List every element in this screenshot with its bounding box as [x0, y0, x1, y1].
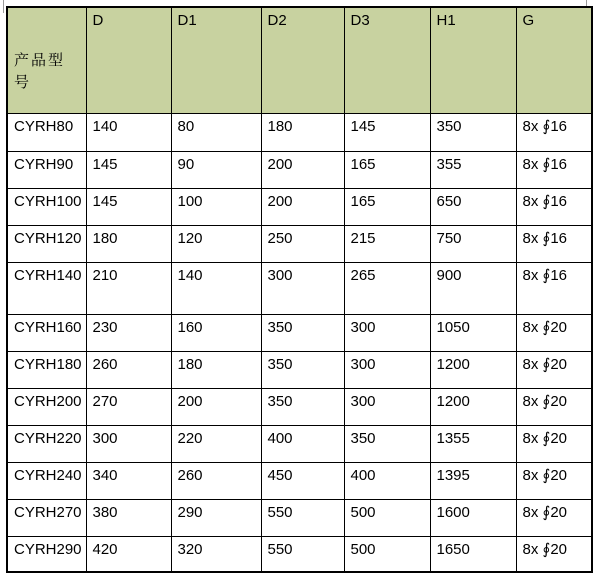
cell-h1: 350 — [430, 114, 516, 152]
table-body — [7, 114, 592, 572]
table-row — [7, 315, 592, 352]
cell-d2: 250 — [261, 226, 344, 263]
header-cell-d: D — [86, 7, 171, 114]
cell-h1: 1395 — [430, 463, 516, 500]
cell-d1: 100 — [171, 189, 261, 226]
cell-h1: 1600 — [430, 500, 516, 537]
cell-d: 340 — [86, 463, 171, 500]
cell-d1: 90 — [171, 152, 261, 189]
cell-g: 8x ∮16 — [516, 226, 592, 263]
table-row — [7, 500, 592, 537]
cell-d: 420 — [86, 537, 171, 572]
cell-g: 8x ∮16 — [516, 189, 592, 226]
cell-h1: 900 — [430, 263, 516, 315]
cell-d3: 300 — [344, 352, 430, 389]
cell-g: 8x ∮20 — [516, 389, 592, 426]
table-row — [7, 537, 592, 572]
cell-model: CYRH120 — [7, 226, 86, 263]
cell-d1: 80 — [171, 114, 261, 152]
cell-h1: 355 — [430, 152, 516, 189]
cell-d2: 350 — [261, 315, 344, 352]
table-row — [7, 352, 592, 389]
header-cell-d1: D1 — [171, 7, 261, 114]
cell-d3: 265 — [344, 263, 430, 315]
cell-model: CYRH220 — [7, 426, 86, 463]
header-cell-d3: D3 — [344, 7, 430, 114]
table-row — [7, 152, 592, 189]
cell-d2: 200 — [261, 152, 344, 189]
cell-h1: 750 — [430, 226, 516, 263]
cell-model: CYRH270 — [7, 500, 86, 537]
cell-d3: 145 — [344, 114, 430, 152]
cell-g: 8x ∮20 — [516, 352, 592, 389]
cell-d2: 350 — [261, 352, 344, 389]
cell-d: 145 — [86, 152, 171, 189]
cell-model: CYRH90 — [7, 152, 86, 189]
cell-d1: 180 — [171, 352, 261, 389]
cell-d: 300 — [86, 426, 171, 463]
cell-h1: 1200 — [430, 389, 516, 426]
cell-d1: 320 — [171, 537, 261, 572]
cell-d2: 400 — [261, 426, 344, 463]
cell-d2: 450 — [261, 463, 344, 500]
header-row — [7, 7, 592, 114]
cell-g: 8x ∮16 — [516, 114, 592, 152]
cell-g: 8x ∮20 — [516, 537, 592, 572]
cell-g: 8x ∮20 — [516, 426, 592, 463]
cell-model: CYRH290 — [7, 537, 86, 572]
cell-model: CYRH200 — [7, 389, 86, 426]
cell-d2: 550 — [261, 500, 344, 537]
cell-g: 8x ∮16 — [516, 152, 592, 189]
cell-h1: 1050 — [430, 315, 516, 352]
cell-d3: 350 — [344, 426, 430, 463]
cell-h1: 1355 — [430, 426, 516, 463]
page-edge-tick-left — [3, 0, 4, 13]
cell-d: 210 — [86, 263, 171, 315]
header-cell-d2: D2 — [261, 7, 344, 114]
cell-model: CYRH160 — [7, 315, 86, 352]
table-row — [7, 263, 592, 315]
table-row — [7, 426, 592, 463]
cell-g: 8x ∮20 — [516, 500, 592, 537]
cell-model: CYRH240 — [7, 463, 86, 500]
cell-h1: 650 — [430, 189, 516, 226]
cell-d3: 300 — [344, 315, 430, 352]
cell-d1: 140 — [171, 263, 261, 315]
cell-d1: 120 — [171, 226, 261, 263]
cell-d2: 350 — [261, 389, 344, 426]
cell-g: 8x ∮16 — [516, 263, 592, 315]
cell-d: 180 — [86, 226, 171, 263]
table-row — [7, 389, 592, 426]
cell-h1: 1200 — [430, 352, 516, 389]
cell-model: CYRH80 — [7, 114, 86, 152]
table-row — [7, 226, 592, 263]
cell-model: CYRH180 — [7, 352, 86, 389]
cell-d: 140 — [86, 114, 171, 152]
cell-d3: 500 — [344, 500, 430, 537]
product-spec-table — [6, 6, 593, 573]
table-row — [7, 189, 592, 226]
cell-d3: 165 — [344, 189, 430, 226]
cell-d: 380 — [86, 500, 171, 537]
header-cell-g: G — [516, 7, 592, 114]
cell-d: 260 — [86, 352, 171, 389]
header-cell-model — [7, 7, 86, 114]
cell-d3: 400 — [344, 463, 430, 500]
cell-d: 145 — [86, 189, 171, 226]
cell-d2: 180 — [261, 114, 344, 152]
cell-model: CYRH100 — [7, 189, 86, 226]
cell-d3: 215 — [344, 226, 430, 263]
cell-d2: 300 — [261, 263, 344, 315]
cell-d: 230 — [86, 315, 171, 352]
header-cell-h1: H1 — [430, 7, 516, 114]
cell-d1: 260 — [171, 463, 261, 500]
cell-d1: 220 — [171, 426, 261, 463]
cell-d2: 550 — [261, 537, 344, 572]
cell-d1: 200 — [171, 389, 261, 426]
cell-d3: 165 — [344, 152, 430, 189]
cell-g: 8x ∮20 — [516, 463, 592, 500]
cell-d: 270 — [86, 389, 171, 426]
cell-d3: 500 — [344, 537, 430, 572]
table-row — [7, 463, 592, 500]
cell-h1: 1650 — [430, 537, 516, 572]
table-row — [7, 114, 592, 152]
cell-d1: 290 — [171, 500, 261, 537]
cell-d1: 160 — [171, 315, 261, 352]
header-label-model: 产品型号 — [14, 51, 66, 91]
cell-d3: 300 — [344, 389, 430, 426]
cell-model: CYRH140 — [7, 263, 86, 315]
cell-g: 8x ∮20 — [516, 315, 592, 352]
cell-d2: 200 — [261, 189, 344, 226]
